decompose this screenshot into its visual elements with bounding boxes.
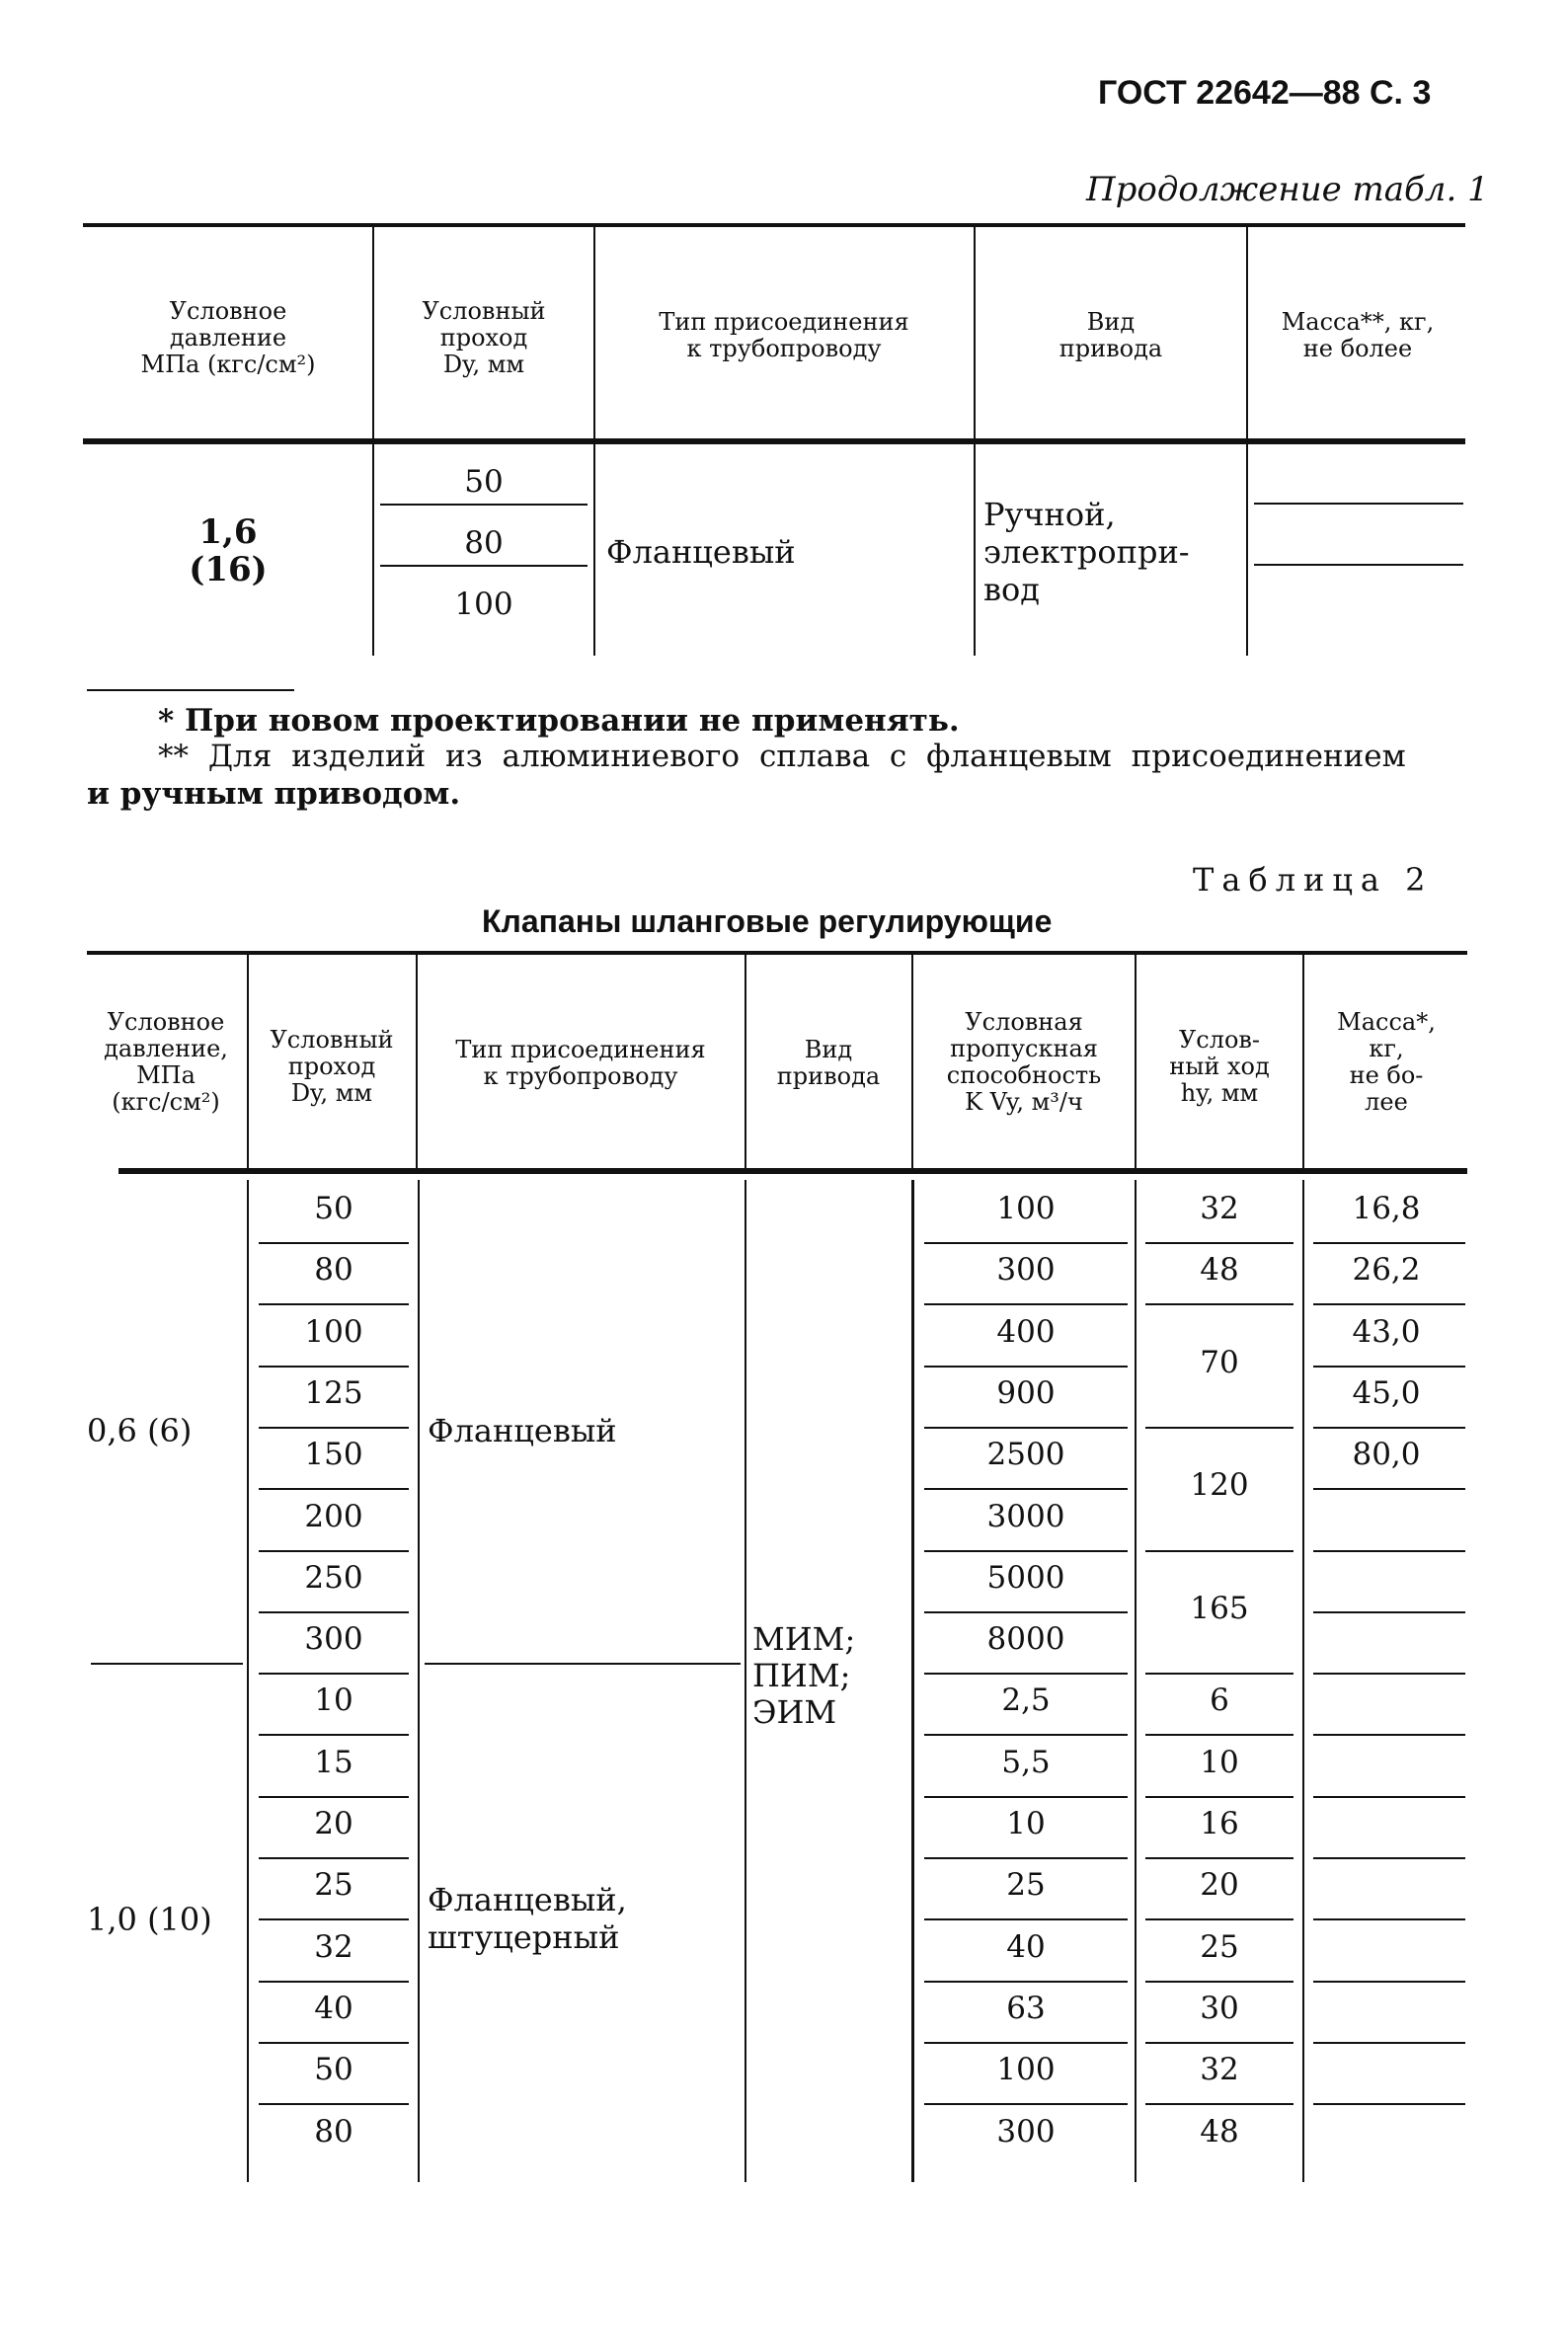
row-rule xyxy=(1145,1796,1294,1798)
t2-mass-value: 26,2 xyxy=(1352,1252,1421,1289)
t1-header-connection: Тип присоединения к трубопроводу xyxy=(659,308,909,362)
row-rule xyxy=(924,1673,1128,1675)
t2-stroke-value: 32 xyxy=(1200,1191,1239,1226)
t2-header-dn: Условный проход Dy, мм xyxy=(270,1026,394,1107)
t2-header-kv: Условная пропускная способность K Vy, м³/ч xyxy=(946,1008,1102,1116)
t2-stroke-value: 6 xyxy=(1210,1682,1229,1718)
t2-dn-value: 20 xyxy=(314,1806,353,1841)
t2-stroke-value: 16 xyxy=(1200,1806,1239,1841)
t2-dn-value: 125 xyxy=(304,1374,363,1411)
row-rule xyxy=(1145,1734,1294,1736)
row-rule xyxy=(924,1611,1128,1613)
row-rule xyxy=(924,1918,1128,1920)
row-rule xyxy=(1145,1242,1294,1244)
row-rule xyxy=(924,1796,1128,1798)
t2-connection-group2: Фланцевый, штуцерный xyxy=(428,1881,627,1956)
row-rule xyxy=(1313,1550,1465,1552)
row-rule xyxy=(1313,1734,1465,1736)
t2-header-connection: Тип присоединения к трубопроводу xyxy=(455,1036,706,1090)
t2-drive: МИМ; ПИМ; ЭИМ xyxy=(752,1620,856,1731)
row-rule xyxy=(924,1734,1128,1736)
t2-stroke-value: 25 xyxy=(1200,1929,1239,1965)
row-rule xyxy=(924,1366,1128,1368)
row-rule xyxy=(1145,1981,1294,1983)
row-rule xyxy=(1313,1427,1465,1429)
row-rule xyxy=(1313,1796,1465,1798)
row-rule xyxy=(1145,2042,1294,2044)
t2-kv-value: 300 xyxy=(996,2113,1056,2150)
t2-dn-value: 200 xyxy=(304,1498,363,1534)
t2-dn-value: 80 xyxy=(314,2113,353,2150)
t2-dn-value: 100 xyxy=(304,1313,363,1350)
row-rule xyxy=(924,1488,1128,1490)
row-rule xyxy=(259,1857,409,1859)
row-rule xyxy=(1313,2103,1465,2105)
t2-kv-value: 3000 xyxy=(986,1498,1065,1534)
t2-kv-value: 10 xyxy=(1006,1806,1046,1841)
t2-dn-value: 25 xyxy=(314,1867,353,1904)
t2-kv-value: 63 xyxy=(1006,1990,1046,2026)
t2-dn-value: 50 xyxy=(314,1191,353,1226)
row-rule xyxy=(259,1303,409,1305)
row-rule xyxy=(259,1796,409,1798)
t2-header-stroke: Услов- ный ход hy, мм xyxy=(1169,1026,1270,1107)
table2-title: Клапаны шланговые регулирующие xyxy=(482,903,1053,939)
row-rule xyxy=(259,1427,409,1429)
t1-header-mass: Масса**, кг, не более xyxy=(1281,308,1435,362)
t2-dn-value: 150 xyxy=(304,1437,363,1473)
footnote-rule xyxy=(87,689,294,691)
t2-stroke-value: 10 xyxy=(1200,1745,1239,1780)
row-rule xyxy=(259,1366,409,1368)
t2-dn-value: 15 xyxy=(314,1744,353,1780)
t1-drive: Ручной, электропри- вод xyxy=(983,496,1190,608)
t2-connection-group1: Фланцевый xyxy=(428,1412,617,1449)
t1-header-drive: Вид привода xyxy=(1058,308,1163,362)
t1-dn-100: 100 xyxy=(454,586,513,622)
t2-pressure-group2: 1,0 (10) xyxy=(87,1901,212,1938)
t2-mass-value: 45,0 xyxy=(1352,1374,1421,1411)
t2-kv-value: 900 xyxy=(996,1374,1056,1411)
t2-kv-value: 100 xyxy=(996,1191,1056,1226)
t2-kv-value: 100 xyxy=(996,2052,1056,2088)
t2-mass-value: 16,8 xyxy=(1352,1191,1421,1226)
t2-kv-value: 300 xyxy=(996,1252,1056,1289)
row-rule xyxy=(1313,1857,1465,1859)
t2-mass-value: 80,0 xyxy=(1352,1437,1421,1473)
t2-dn-value: 50 xyxy=(314,2052,353,2088)
table2-top-rule xyxy=(87,951,1467,955)
row-rule xyxy=(924,1303,1128,1305)
row-rule xyxy=(924,1242,1128,1244)
footnote-2: ** Для изделий из алюминиевого сплава с фланцевым присоединением xyxy=(158,739,1406,774)
row-rule xyxy=(1313,2042,1465,2044)
t1-pressure: 1,6 (16) xyxy=(189,512,268,589)
row-rule xyxy=(1145,2103,1294,2105)
t2-dn-value: 40 xyxy=(314,1990,353,2026)
table1-header-rule xyxy=(83,438,1465,444)
table1-top-rule xyxy=(83,223,1465,227)
row-rule xyxy=(1145,1857,1294,1859)
row-rule xyxy=(259,1488,409,1490)
row-rule xyxy=(924,1981,1128,1983)
row-rule xyxy=(259,1550,409,1552)
t2-stroke-value: 30 xyxy=(1200,1991,1239,2026)
t2-header-mass: Масса*, кг, не бо- лее xyxy=(1337,1008,1436,1116)
t2-stroke-value: 48 xyxy=(1200,1252,1239,1288)
t1-dn-50: 50 xyxy=(464,464,504,500)
row-rule xyxy=(1313,1242,1465,1244)
row-rule xyxy=(1313,1673,1465,1675)
t2-header-pressure: Условное давление, МПа (кгс/см²) xyxy=(104,1008,228,1116)
t1-header-pressure: Условное давление МПа (кгс/см²) xyxy=(140,297,316,378)
row-rule xyxy=(1313,1366,1465,1368)
row-rule xyxy=(259,2103,409,2105)
t1-dn-80: 80 xyxy=(464,525,504,561)
t2-dn-value: 32 xyxy=(314,1928,353,1965)
row-rule xyxy=(1313,1611,1465,1613)
t2-kv-value: 2500 xyxy=(986,1437,1065,1473)
t2-stroke-value: 32 xyxy=(1200,2052,1239,2087)
page-header: ГОСТ 22642—88 С. 3 xyxy=(1098,74,1432,112)
t2-dn-value: 250 xyxy=(304,1559,363,1596)
t2-kv-value: 400 xyxy=(996,1313,1056,1350)
row-rule xyxy=(1313,1488,1465,1490)
t2-dn-value: 10 xyxy=(314,1682,353,1719)
t1-header-dn: Условный проход Dy, мм xyxy=(422,297,546,378)
t2-kv-value: 5,5 xyxy=(1001,1744,1051,1780)
row-rule xyxy=(259,2042,409,2044)
row-rule xyxy=(259,1981,409,1983)
table2-label: Таблица 2 xyxy=(1193,861,1434,899)
row-rule xyxy=(1145,1673,1294,1675)
footnote-2-cont: и ручным приводом. xyxy=(87,776,461,812)
t2-header-drive: Вид привода xyxy=(776,1036,881,1090)
row-rule xyxy=(259,1734,409,1736)
row-rule xyxy=(924,1427,1128,1429)
t2-kv-value: 25 xyxy=(1006,1867,1046,1904)
t2-stroke-value: 48 xyxy=(1200,2114,1239,2150)
t2-stroke-value: 120 xyxy=(1190,1467,1249,1503)
row-rule xyxy=(1145,1550,1294,1552)
row-rule xyxy=(1313,1918,1465,1920)
t2-kv-value: 5000 xyxy=(986,1559,1065,1596)
t2-kv-value: 8000 xyxy=(986,1621,1065,1658)
t2-stroke-value: 70 xyxy=(1200,1345,1239,1380)
table1-caption: Продолжение табл. 1 xyxy=(1086,170,1489,209)
row-rule xyxy=(924,2103,1128,2105)
t2-pressure-group1: 0,6 (6) xyxy=(87,1412,193,1449)
table2-header-rule xyxy=(118,1168,1467,1174)
row-rule xyxy=(924,1550,1128,1552)
row-rule xyxy=(259,1918,409,1920)
row-rule xyxy=(259,1242,409,1244)
row-rule xyxy=(1145,1427,1294,1429)
row-rule xyxy=(259,1673,409,1675)
row-rule xyxy=(259,1611,409,1613)
footnote-1: * При новом проектировании не применять. xyxy=(158,703,960,739)
row-rule xyxy=(1145,1918,1294,1920)
row-rule xyxy=(1313,1303,1465,1305)
t2-dn-value: 80 xyxy=(314,1252,353,1289)
t2-stroke-value: 165 xyxy=(1190,1591,1249,1626)
t2-stroke-value: 20 xyxy=(1200,1867,1239,1903)
row-rule xyxy=(924,1857,1128,1859)
row-rule xyxy=(1145,1303,1294,1305)
row-rule xyxy=(924,2042,1128,2044)
t2-kv-value: 40 xyxy=(1006,1928,1046,1965)
t2-kv-value: 2,5 xyxy=(1001,1682,1051,1719)
row-rule xyxy=(1313,1981,1465,1983)
t2-mass-value: 43,0 xyxy=(1352,1313,1421,1350)
t2-dn-value: 300 xyxy=(304,1621,363,1658)
t1-connection: Фланцевый xyxy=(606,533,796,571)
